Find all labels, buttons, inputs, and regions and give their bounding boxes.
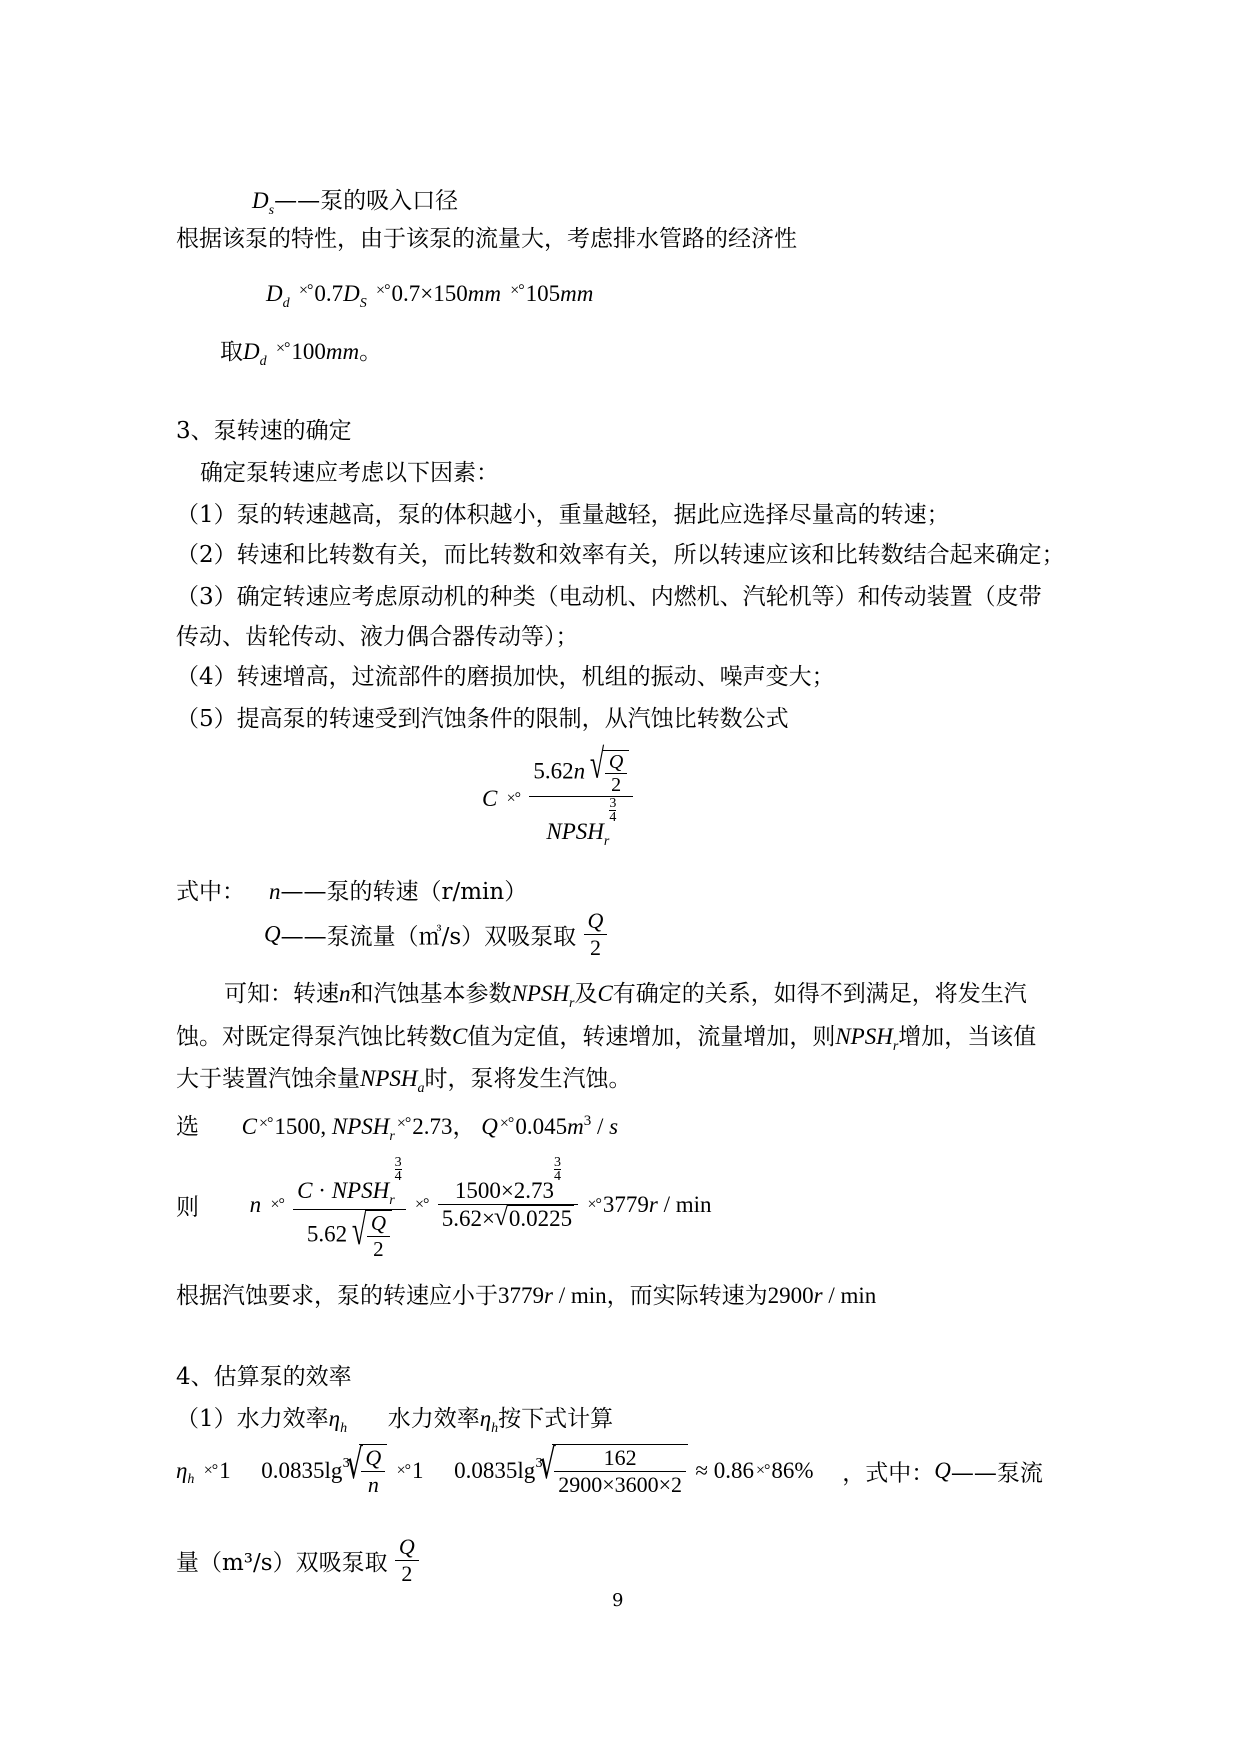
ds-definition: $D_s——$泵的吸入口径 <box>252 188 459 218</box>
list-item: （1）泵的转速越高，泵的体积越小，重量越轻，据此应选择尽量高的转速； <box>176 502 950 528</box>
list-item: （1）水力效率$\eta_h$ 水力效率$\eta_h$按下式计算 <box>176 1406 614 1436</box>
list-item: （4）转速增高，过流部件的磨损加快，机组的振动、噪声变大； <box>176 664 835 690</box>
where-q: Q——泵流量（㎥/s）双吸泵取 $\frac{Q}{2}$ <box>264 908 607 961</box>
dd-choice: 取$D_d$ ×°100mm。 <box>220 339 383 369</box>
efficiency-formula: $\eta_h \times^\circ 1$ $0.0835\lg^3$ √ $\frac{Q}{n}$ ×°1 $0.0835\lg^3$ √ $\frac{162}{2900\times 3600\times 2}$ ≈ 0.86 ×°86% ，式中：Q——泵流 <box>176 1444 1043 1498</box>
list-item: 传动、齿轮传动、液力偶合器传动等）； <box>176 624 579 650</box>
where-n: 式中： n——泵的转速（r/min） <box>176 879 528 905</box>
paragraph-line: 量（m³/s）双吸泵取 $\frac{Q}{2}$ <box>176 1534 419 1587</box>
selected-values: 选 C ×°1500, $NPSH_r^{\times^\circ}2.73$， Q $^{\times^\circ}0.045m^3$ / s <box>176 1113 619 1144</box>
paragraph-line: 大于装置汽蚀余量$NPSH_a$时，泵将发生汽蚀。 <box>176 1066 632 1096</box>
section-heading: 3、泵转速的确定 <box>176 418 352 444</box>
list-item: （2）转速和比转数有关，而比转数和效率有关，所以转速应该和比转数结合起来确定； <box>176 542 1065 568</box>
section-heading: 4、估算泵的效率 <box>176 1364 352 1390</box>
dd-formula: $D_d$ $^{\times^\circ}0.7D_S$ ×°0.7×150mm ×°105mm <box>266 281 594 311</box>
formula-c: C ×° 5.62n √ $\frac{Q}{2}$ $NPSH_r$ $\frac{3}{4}$ <box>482 748 633 850</box>
list-item: （3）确定转速应考虑原动机的种类（电动机、内燃机、汽轮机等）和传动装置（皮带 <box>176 584 1042 610</box>
paragraph-line: 蚀。对既定得泵汽蚀比转数C值为定值，转速增加，流量增加，则$NPSH_r$增加，当该值 <box>176 1024 1037 1054</box>
page-number: 9 <box>612 1590 624 1611</box>
speed-formula: 则 n ×° $C \cdot NPSH_r$ $\frac{3}{4}$ 5.62 √ $\frac{Q}{2}$ ×° 1500×2.73 $\frac{3}{4}$ 5.62×√ 0.0225 ×°3779r / min <box>176 1148 712 1262</box>
paragraph-line: 根据该泵的特性，由于该泵的流量大，考虑排水管路的经济性 <box>176 226 797 252</box>
list-item: （5）提高泵的转速受到汽蚀条件的限制，从汽蚀比转数公式 <box>176 706 789 732</box>
paragraph-line: 可知：转速n和汽蚀基本参数$NPSH_r$及C有确定的关系，如得不到满足，将发生汽 <box>224 981 1027 1011</box>
paragraph-line: 确定泵转速应考虑以下因素： <box>200 460 499 486</box>
result-line: 根据汽蚀要求，泵的转速应小于3779r / min，而实际转速为2900r / min <box>176 1283 877 1309</box>
